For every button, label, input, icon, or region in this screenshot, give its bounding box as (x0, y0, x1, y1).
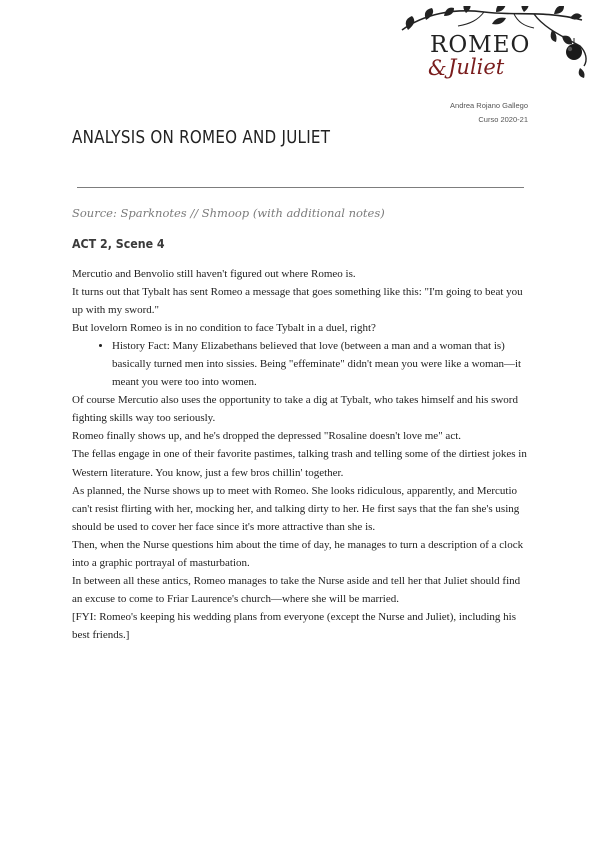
list-item: • History Fact: Many Elizabethans believed that love (between a man and a woman that is) basically turned men into sissies. Being "effeminate" didn't mean you were like a woman—it meant you were too into women. (112, 337, 528, 391)
paragraph: Mercutio and Benvolio still haven't figured out where Romeo is. (72, 268, 356, 280)
paragraph: Romeo finally shows up, and he's dropped the depressed "Rosaline doesn't love me" act. (72, 430, 462, 443)
bullet-list (72, 337, 528, 391)
logo-juliet-word: Juliet (448, 55, 505, 79)
romeo-juliet-logo (384, 6, 596, 88)
logo-romeo-word: ROMEO (430, 32, 531, 58)
paragraph: In between all these antics, Romeo manages to take the Nurse aside and tell her that Juliet should find an excuse to come to Friar Laurence's church—where she will be married. (72, 574, 521, 605)
paragraph: But lovelorn Romeo is in no condition to face Tybalt in a duel, right? (72, 322, 376, 335)
paragraph: Then, when the Nurse questions him about the time of day, he manages to turn a description of a clock into a graphic portrayal of masturbation. (72, 538, 524, 569)
page-title: ANALYSIS ON ROMEO AND JULIET (72, 127, 331, 148)
paragraph: [FYI: Romeo's keeping his wedding plans from everyone (except the Nurse and Juliet), including his best friends.] (72, 610, 517, 641)
section-body (72, 265, 528, 644)
paragraph: The fellas engage in one of their favorite pastimes, talking trash and telling some of the dirtiest jokes in Western literature. You know, just a few bros chillin' together. (72, 448, 527, 479)
paragraph: Of course Mercutio also uses the opportunity to take a dig at Tybalt, who takes himself and his sword fighting skills way too seriously. (72, 394, 518, 425)
paragraph: It turns out that Tybalt has sent Romeo a message that goes something like this: "I'm going to beat you up with my sword." (72, 286, 523, 317)
section-heading: ACT 2, Scene 4 (72, 237, 165, 251)
paragraph: As planned, the Nurse shows up to meet with Romeo. She looks ridiculous, apparently, and Mercutio can't resist flirting with her, mocking her, and talking dirty to her. He first says that the fan she's using should be used to cover her face since it's more attractive than she is. (72, 484, 520, 533)
author-name: Andrea Rojano Gallego (450, 101, 528, 110)
course-year: Curso 2020-21 (478, 115, 528, 124)
horizontal-divider (77, 187, 524, 188)
source-line: Source: Sparknotes // Shmoop (with additional notes) (72, 206, 385, 220)
logo-ampersand: & (428, 56, 447, 80)
